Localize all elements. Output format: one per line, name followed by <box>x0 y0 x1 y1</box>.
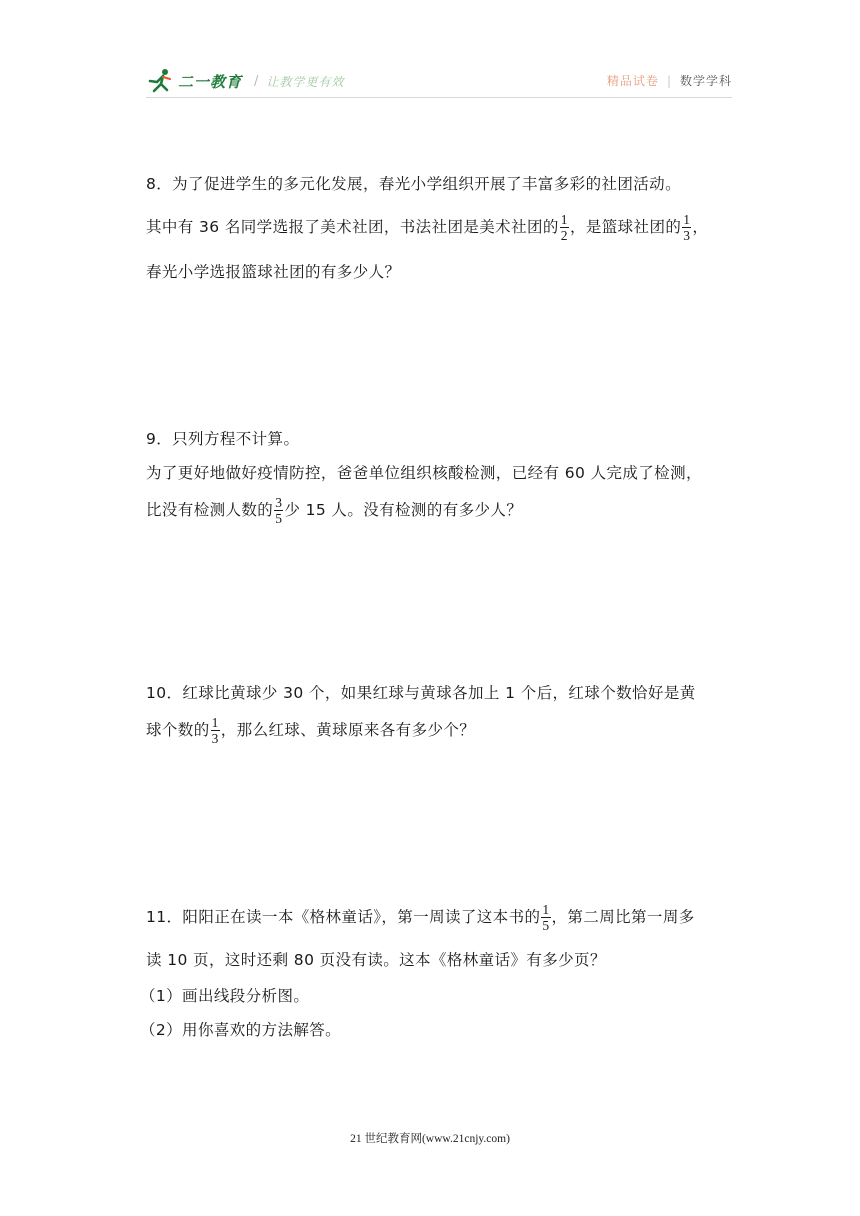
q8-text-b: ，是篮球社团的 <box>569 218 682 236</box>
fraction-3-5 <box>274 495 283 526</box>
fraction-1-2 <box>560 212 569 243</box>
q8-text-a: 其中有 36 名同学选报了美术社团，书法社团是美术社团的 <box>146 218 559 236</box>
q11-line-2: 读 10 页，这时还剩 80 页没有读。这本《格林童话》有多少页？ <box>146 951 606 969</box>
page-header <box>146 66 732 96</box>
fraction-numerator: 1 <box>211 715 219 730</box>
header-divider: | <box>666 74 672 88</box>
q9-text-b: 少 15 人。没有检测的有多少人？ <box>284 501 523 519</box>
q8-line-3: 春光小学选报篮球社团的有多少人？ <box>146 263 401 281</box>
brand-logo <box>146 66 344 96</box>
q10-text-a: 球个数的 <box>146 721 210 739</box>
q9-text-a: 比没有检测人数的 <box>146 501 274 519</box>
header-separator: / <box>254 73 259 89</box>
q9-line-2: 为了更好地做好疫情防控，爸爸单位组织核酸检测，已经有 60 人完成了检测， <box>146 464 702 482</box>
fraction-1-3 <box>682 212 691 243</box>
q8-line-2 <box>146 212 708 243</box>
q11-text-b: ，第二周比第一周多 <box>551 908 695 926</box>
fraction-numerator: 1 <box>542 902 550 917</box>
brand-name: 二一教育 <box>178 72 243 91</box>
fraction-numerator: 1 <box>560 212 568 227</box>
subject-label: 数学学科 <box>679 74 732 88</box>
q8-text-c: ， <box>692 218 709 236</box>
fraction-denominator: 5 <box>542 918 550 933</box>
fraction-numerator: 3 <box>275 495 283 510</box>
q10-line-2 <box>146 715 475 746</box>
header-right <box>607 72 732 89</box>
brand-slogan: 让教学更有效 <box>266 74 345 89</box>
q11-line-1 <box>146 902 695 933</box>
page-footer: 21 世纪教育网(www.21cnjy.com) <box>350 1133 510 1145</box>
fraction-1-5 <box>541 902 550 933</box>
q11-subquestion-1: （1）画出线段分析图。 <box>140 987 310 1005</box>
q10-text-b: ，那么红球、黄球原来各有多少个？ <box>220 721 476 739</box>
fraction-1-3 <box>211 715 220 746</box>
fraction-denominator: 5 <box>275 511 283 526</box>
fraction-denominator: 2 <box>560 228 568 243</box>
q8-line-1: 8．为了促进学生的多元化发展，春光小学组织开展了丰富多彩的社团活动。 <box>146 175 681 193</box>
q11-text-a: 11．阳阳正在读一本《格林童话》，第一周读了这本书的 <box>146 908 541 926</box>
fraction-numerator: 1 <box>683 212 691 227</box>
running-person-icon <box>146 68 176 94</box>
q9-line-1: 9．只列方程不计算。 <box>146 430 300 448</box>
q10-line-1: 10．红球比黄球少 30 个，如果红球与黄球各加上 1 个后，红球个数恰好是黄 <box>146 684 696 702</box>
fraction-denominator: 3 <box>211 731 219 746</box>
paper-tag: 精品试卷 <box>606 74 659 88</box>
q9-line-3 <box>146 495 522 526</box>
q11-subquestion-2: （2）用你喜欢的方法解答。 <box>140 1021 342 1039</box>
header-rule <box>146 97 732 98</box>
fraction-denominator: 3 <box>683 228 691 243</box>
